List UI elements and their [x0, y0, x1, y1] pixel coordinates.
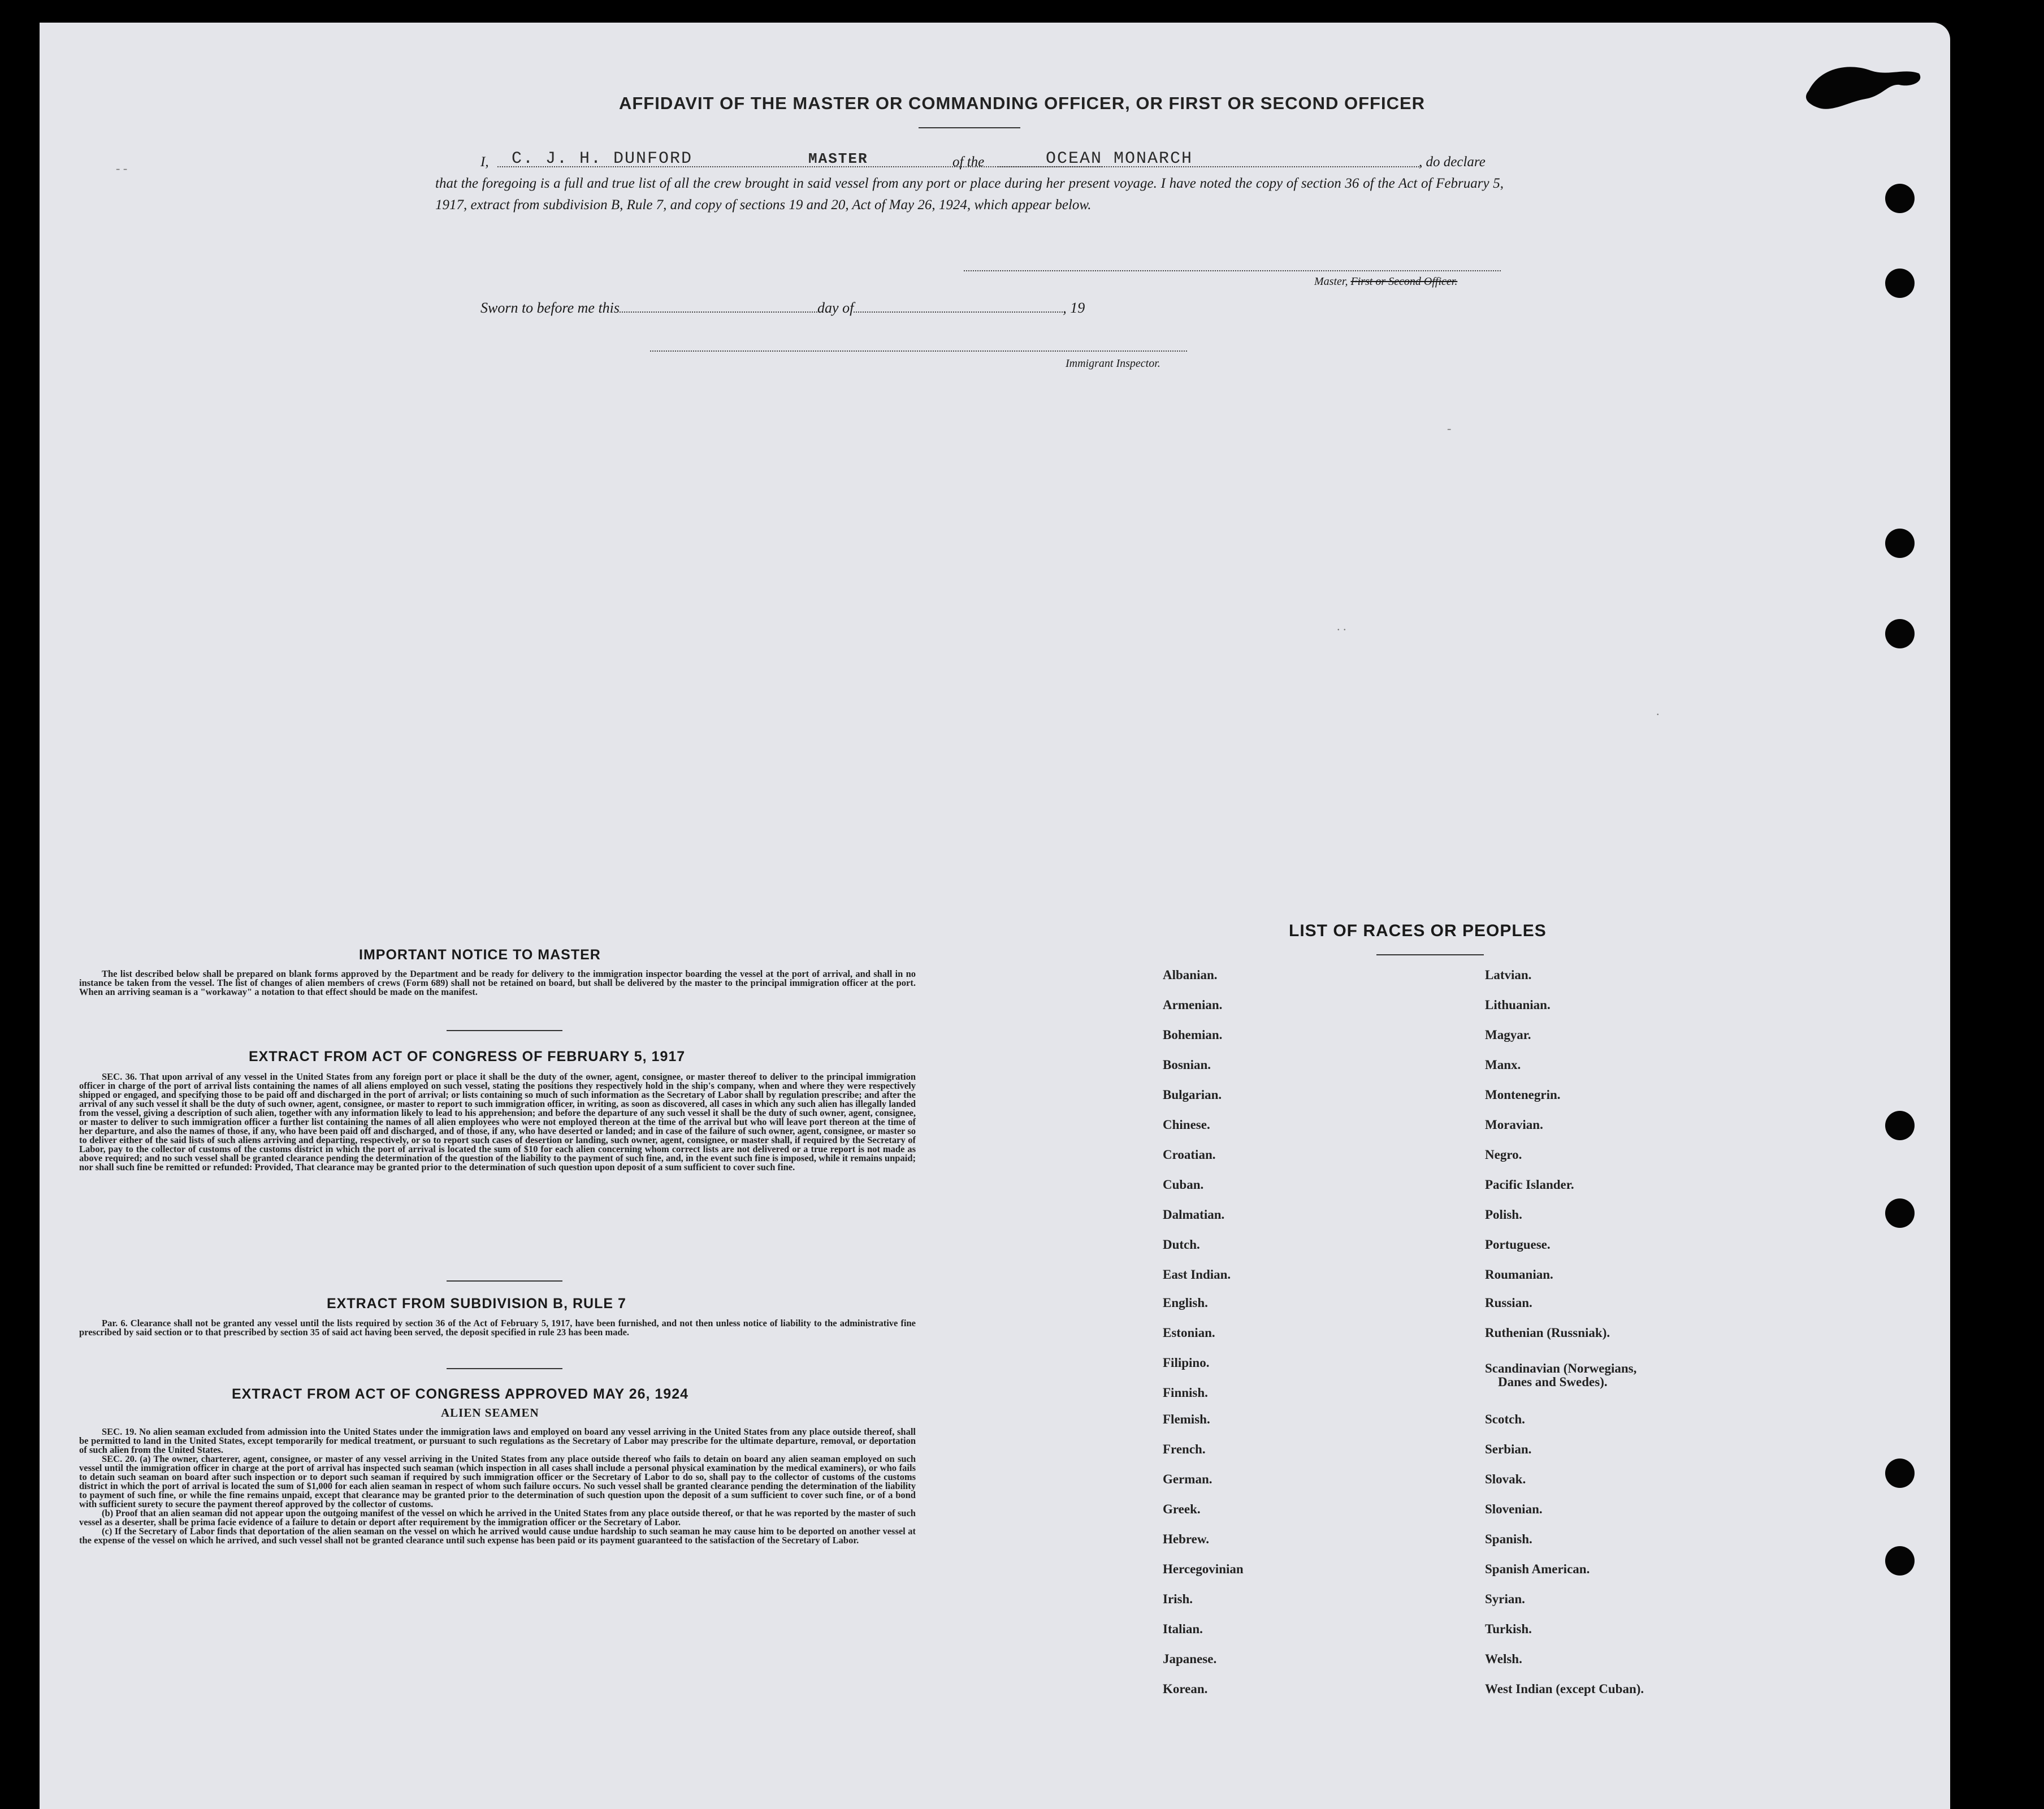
race-item: Montenegrin. — [1485, 1088, 1561, 1102]
extract-1924-title: EXTRACT FROM ACT OF CONGRESS APPROVED MAY 26, 1924 — [232, 1386, 689, 1402]
race-item: Ruthenian (Russniak). — [1485, 1326, 1610, 1340]
of-the-label: of the — [952, 154, 985, 170]
section-divider — [447, 1030, 562, 1031]
rule7-text — [79, 1319, 916, 1337]
race-item: Spanish. — [1485, 1532, 1532, 1546]
vessel-name: OCEAN MONARCH — [1046, 149, 1193, 168]
race-item: Danes and Swedes). — [1498, 1375, 1608, 1389]
race-item: Latvian. — [1485, 968, 1532, 982]
race-item: Irish. — [1163, 1592, 1193, 1606]
title-divider — [919, 127, 1020, 128]
race-item: Welsh. — [1485, 1652, 1522, 1666]
notice-title: IMPORTANT NOTICE TO MASTER — [359, 947, 601, 963]
race-item: Hercegovinian — [1163, 1562, 1244, 1576]
extract-1917-text — [79, 1072, 916, 1172]
inspector-label: Immigrant Inspector. — [1066, 357, 1160, 370]
race-item: Dalmatian. — [1163, 1208, 1225, 1222]
race-item: Lithuanian. — [1485, 998, 1551, 1012]
rule7-paragraph: Par. 6. Clearance shall not be granted any vessel until the lists required by section 36 of the Act of February 5, 1917, have been furnished, and not then unless notice of liability to the administrative fine prescribed by said section or to that prescribed by section 35 of said act having been served, the deposit specified in rule 23 has been made. — [79, 1318, 916, 1338]
punch-hole — [1885, 269, 1915, 298]
extract-1924-text — [79, 1427, 916, 1545]
ink-blot — [1798, 57, 1928, 124]
race-item: Greek. — [1163, 1502, 1201, 1516]
race-item: Dutch. — [1163, 1237, 1200, 1252]
sec20c-paragraph: (c) If the Secretary of Labor finds that deportation of the alien seaman on the vessel on which he arrived would cause undue hardship to such seaman he may cause him to be deported on another vessel at the expense of the vessel on which he arrived, and such vessel shall not be granted clearance until such expense has been paid or its payment guaranteed to the satisfaction of the Secretary of Labor. — [79, 1526, 916, 1546]
race-item: Spanish American. — [1485, 1562, 1590, 1576]
race-item: English. — [1163, 1296, 1208, 1310]
race-item: Bohemian. — [1163, 1028, 1223, 1042]
declaration-text: that the foregoing is a full and true list of all the crew brought in said vessel from any port or place during her present voyage. I have noted the copy of section 36 of the Act of February 5, 1917, extract from subdivision B, Rule 7, and copy of sections 19 and 20, Act of May 26, 1924, which appear below. — [435, 176, 1504, 213]
race-item: Flemish. — [1163, 1412, 1210, 1426]
race-item: Scandinavian (Norwegians, — [1485, 1361, 1637, 1375]
race-item: Armenian. — [1163, 998, 1223, 1012]
affidavit-title: AFFIDAVIT OF THE MASTER OR COMMANDING OFFICER, OR FIRST OR SECOND OFFICER — [618, 93, 1426, 113]
inspector-signature-line — [650, 350, 1187, 352]
i-label: I, — [480, 154, 489, 170]
declaration-first-line — [435, 149, 1504, 173]
notice-text — [79, 970, 916, 997]
race-item: Croatian. — [1163, 1148, 1216, 1162]
races-title: LIST OF RACES OR PEOPLES — [1289, 921, 1547, 940]
race-item: Moravian. — [1485, 1118, 1543, 1132]
race-item: Roumanian. — [1485, 1267, 1553, 1282]
declaration-block — [435, 149, 1504, 216]
section-divider — [447, 1280, 562, 1282]
section-divider — [447, 1368, 562, 1369]
signature-label — [1314, 275, 1457, 288]
punch-hole — [1885, 1459, 1915, 1488]
year-prefix: , 19 — [1063, 300, 1085, 316]
day-of-label: day of — [817, 300, 854, 316]
race-item: Albanian. — [1163, 968, 1218, 982]
race-item: Finnish. — [1163, 1386, 1208, 1400]
race-item: West Indian (except Cuban). — [1485, 1682, 1644, 1696]
race-item: Manx. — [1485, 1058, 1521, 1072]
race-item: Slovak. — [1485, 1472, 1526, 1486]
race-item: Russian. — [1485, 1296, 1532, 1310]
race-item: East Indian. — [1163, 1267, 1231, 1282]
sec36-paragraph: SEC. 36. That upon arrival of any vessel in the United States from any foreign port or place it shall be the duty of the owner, agent, consignee, or master thereof to deliver to the principal immigration officer in charge of the port of arrival lists containing the names of all aliens employed on such vessel, stating the positions they respectively hold in the ship's company, when and where they were respectively shipped or engaged, and specifying those to be paid off and discharged in the port of arrival; or lists containing so much of such information as the Secretary of Labor shall by regulation prescribe; and after the arrival of any such vessel it shall be the duty of such owner, agent, consignee, or master to report to such immigration officer, in writing, as soon as discovered, all cases in which any such alien has illegally landed from the vessel, giving a description of such alien, together with any information likely to lead to his apprehension; and before the departure of any such vessel it shall be the duty of such owner, agent, consignee, or master to deliver to such immigration officer a further list containing the names of all alien employees who were not employed thereon at the time of the arrival but who will leave port thereon at the time of her departure, and also the names of those, if any, who have been paid off and discharged, and of those, if any, who have deserted or landed; and in case of the failure of such owner, agent, consignee, or master so to deliver either of the said lists of such aliens arriving and departing, respectively, or so to report such cases of desertion or landing, such owner, agent, consignee, or master shall, if required by the Secretary of Labor, pay to the collector of customs of the customs district in which the port of arrival is located the sum of $10 for each alien concerning whom correct lists are not delivered or a true report is not made as above required; and no such vessel shall be granted clearance pending the determination of the question of the liability to the payment of such fine, and, in the event such fine is imposed, while it remains unpaid; nor shall such fine be remitted or refunded: Provided, That clearance may be granted prior to the determination of such question upon deposit of a sum sufficient to cover such fine. — [79, 1071, 916, 1172]
race-item: Japanese. — [1163, 1652, 1217, 1666]
race-item: Estonian. — [1163, 1326, 1215, 1340]
race-item: Negro. — [1485, 1148, 1522, 1162]
races-title-divider — [1376, 954, 1484, 955]
race-item: Chinese. — [1163, 1118, 1210, 1132]
race-item: Korean. — [1163, 1682, 1208, 1696]
race-item: Turkish. — [1485, 1622, 1532, 1636]
struck-officer-label: First or Second Officer. — [1350, 275, 1458, 288]
sworn-label: Sworn to before me this — [480, 300, 620, 316]
master-label: Master, — [1314, 275, 1348, 288]
do-declare-label: , do declare — [1419, 154, 1486, 170]
punch-hole — [1885, 184, 1915, 213]
signature-line — [964, 270, 1501, 271]
punch-hole — [1885, 1198, 1915, 1228]
race-item: Serbian. — [1485, 1442, 1532, 1456]
race-item: Filipino. — [1163, 1356, 1210, 1370]
alien-seamen-subtitle: ALIEN SEAMEN — [441, 1406, 539, 1419]
race-item: French. — [1163, 1442, 1206, 1456]
rule7-title: EXTRACT FROM SUBDIVISION B, RULE 7 — [327, 1296, 626, 1312]
punch-hole — [1885, 619, 1915, 648]
race-item: Bulgarian. — [1163, 1088, 1222, 1102]
vessel-dotted-line — [995, 166, 1422, 167]
race-item: Hebrew. — [1163, 1532, 1209, 1546]
race-item: Cuban. — [1163, 1178, 1204, 1192]
race-item: Scotch. — [1485, 1412, 1525, 1426]
race-item: Italian. — [1163, 1622, 1203, 1636]
race-item: Slovenian. — [1485, 1502, 1543, 1516]
sworn-line — [480, 300, 1085, 317]
race-item: Bosnian. — [1163, 1058, 1211, 1072]
sec20b-paragraph: (b) Proof that an alien seaman did not appear upon the outgoing manifest of the vessel on which he arrived in the United States from any place outside thereof, or that he was reported by the master of such vessel as a deserter, shall be prima facie evidence of a failure to detain or deport after requirement by the immigration officer or the Secretary of Labor. — [79, 1508, 916, 1527]
race-item: Pacific Islander. — [1485, 1178, 1574, 1192]
master-name: C. J. H. DUNFORD — [512, 149, 693, 168]
sec19-paragraph: SEC. 19. No alien seaman excluded from admission into the United States under the immigration laws and employed on board any vessel arriving in the United States from any place outside thereof, shall be permitted to land in the United States, except temporarily for medical treatment, or pursuant to such regulations as the Secretary of Labor may prescribe for the ultimate departure, removal, or deportation of such alien from the United States. — [79, 1426, 916, 1455]
extract-1917-title: EXTRACT FROM ACT OF CONGRESS OF FEBRUARY 5, 1917 — [249, 1049, 686, 1064]
notice-paragraph: The list described below shall be prepared on blank forms approved by the Department and be ready for delivery to the immigration inspector boarding the vessel at the port of arrival, and shall in no instance be taken from the vessel. The list of changes of alien members of crews (Form 689) shall not be retained on board, but shall be delivered by the master to the principal immigration officer at the port. When an arriving seaman is a "workaway" a notation to that effect should be made on the manifest. — [79, 968, 916, 997]
race-item: Magyar. — [1485, 1028, 1531, 1042]
race-item: German. — [1163, 1472, 1212, 1486]
punch-hole — [1885, 529, 1915, 558]
race-item: Polish. — [1485, 1208, 1522, 1222]
sec20a-paragraph: SEC. 20. (a) The owner, charterer, agent, consignee, or master of any vessel arriving in the United States from any place outside thereof who fails to detain on board any alien seaman employed on such vessel until the immigration officer in charge at the port of arrival has inspected such seaman (which inspection in all cases shall include a personal physical examination by the medical examiners), or who fails to detain such seaman on board after such inspection or to deport such seaman if required by such immigration officer or the Secretary of Labor to do so, shall pay to the collector of customs of the customs district in which the port of arrival is located the sum of $1,000 for each alien seaman in respect of whom such failure occurs. No such vessel shall be granted clearance pending the determination of the liability to payment of such fine, or while the fine remains unpaid, except that clearance may be granted prior to the determination of such question upon the deposit of a sum sufficient to cover such fine, or of a bond with sufficient surety to secure the payment thereof approved by the collector of customs. — [79, 1453, 916, 1509]
punch-hole — [1885, 1111, 1915, 1140]
race-item: Syrian. — [1485, 1592, 1525, 1606]
race-item: Portuguese. — [1485, 1237, 1551, 1252]
punch-hole — [1885, 1546, 1915, 1576]
master-rank: MASTER — [808, 150, 868, 167]
